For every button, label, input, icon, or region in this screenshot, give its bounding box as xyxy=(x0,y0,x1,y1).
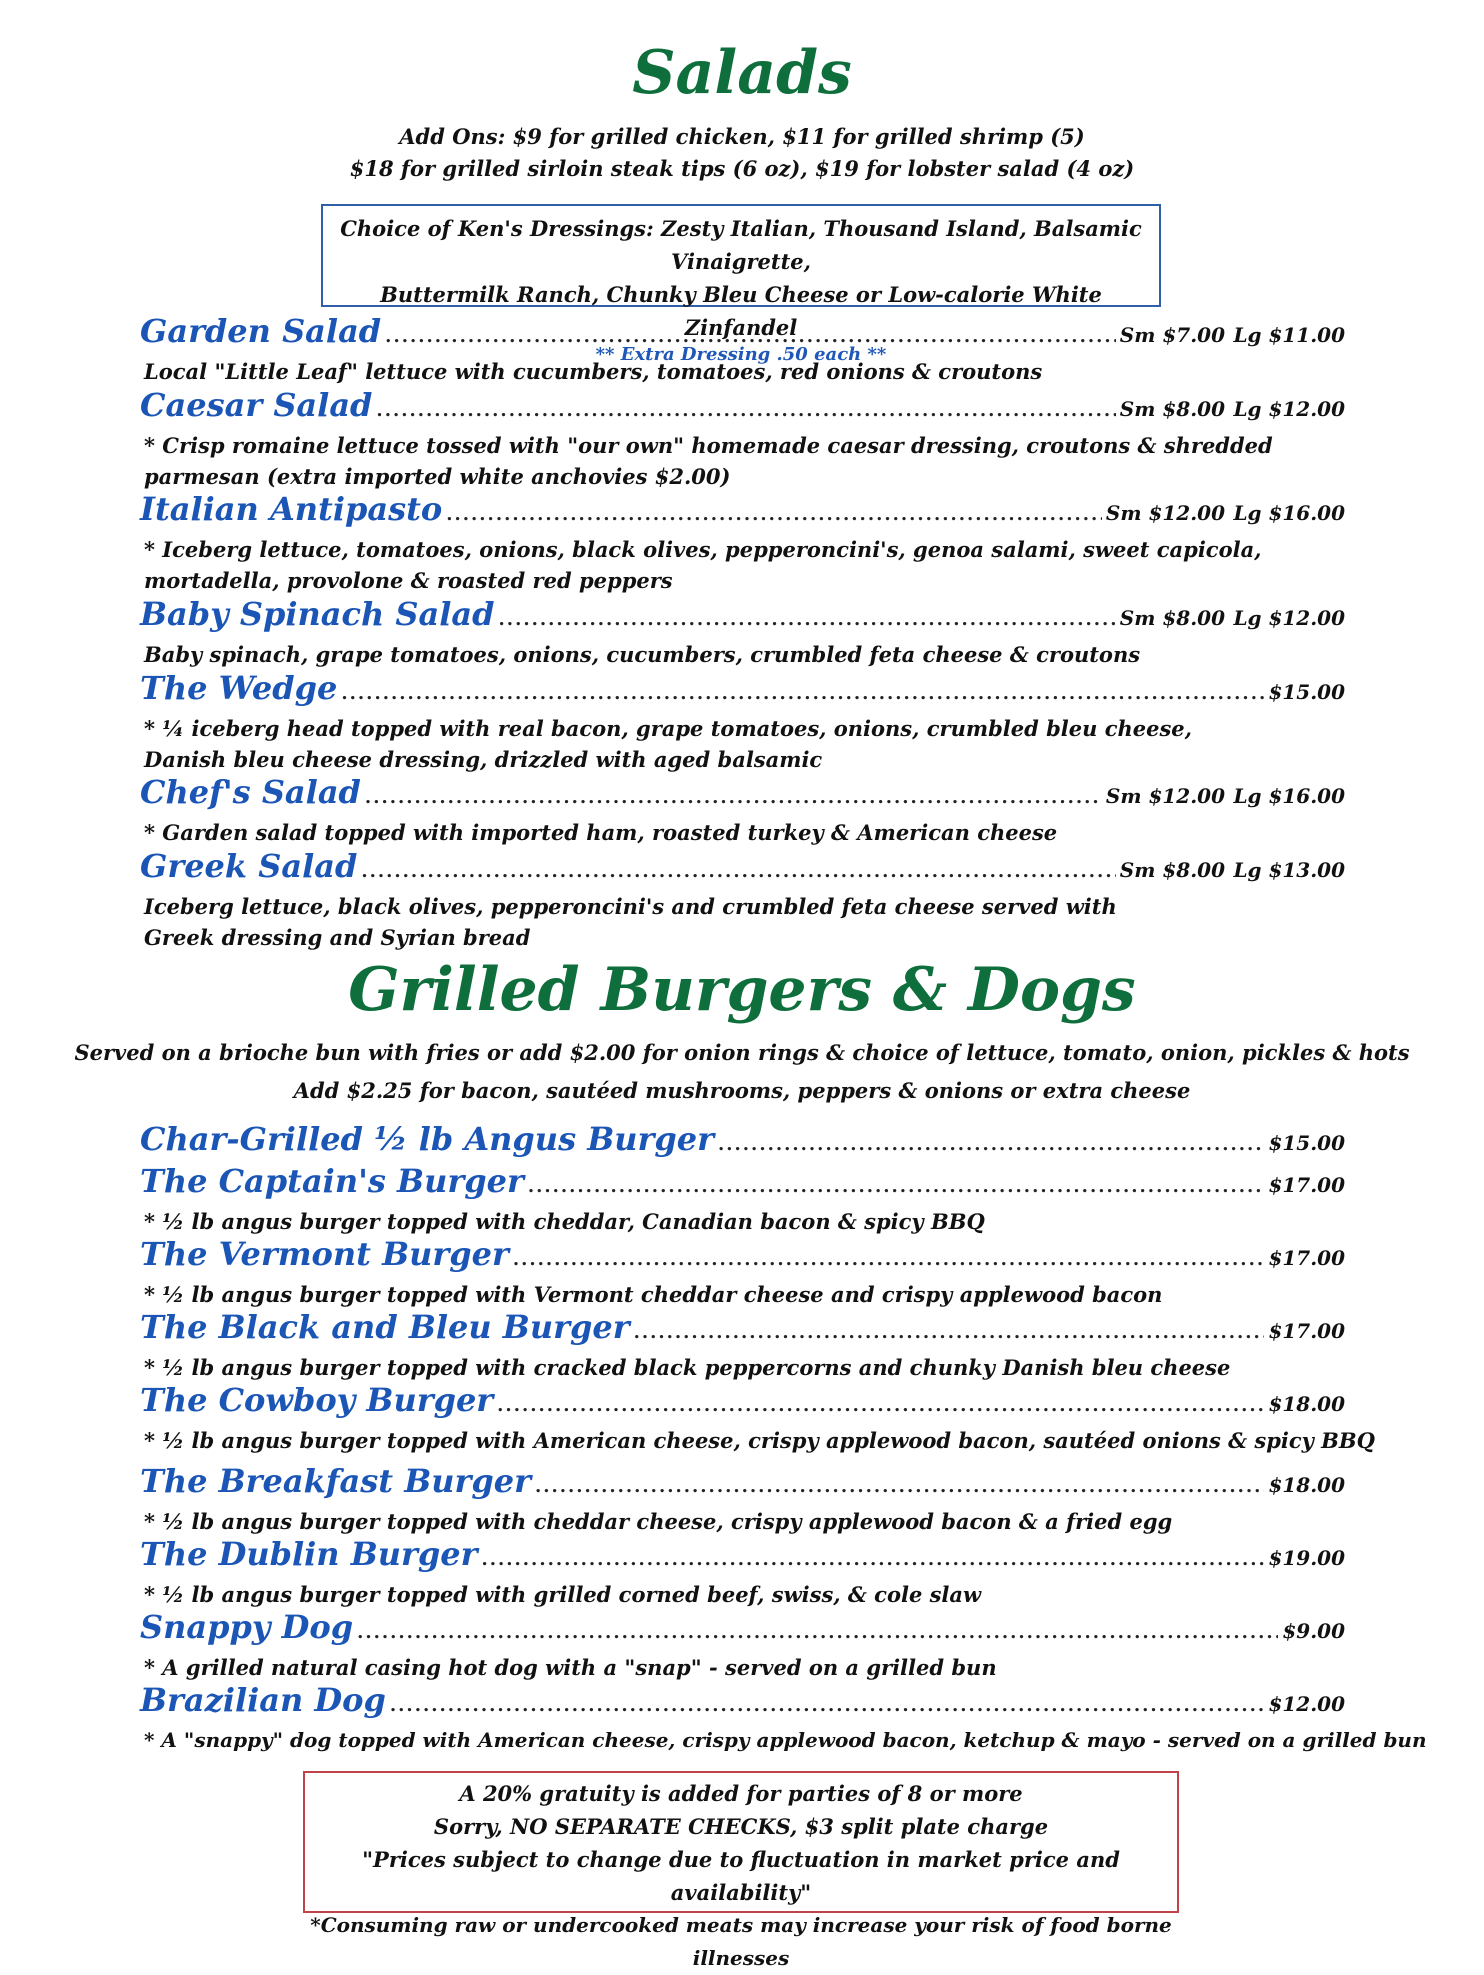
menu-item-baby-spinach-salad xyxy=(140,595,1345,670)
menu-item-breakfast-burger xyxy=(140,1462,1345,1537)
item-name: Chef's Salad xyxy=(140,773,361,811)
dot-leader xyxy=(499,609,1116,630)
menu-item-garden-salad xyxy=(140,312,1345,387)
price-change-notice: "Prices subject to change due to fluctuation in market price and availability" xyxy=(362,1847,1120,1905)
menu-item-captains-burger xyxy=(140,1162,1345,1237)
price: $18.00 xyxy=(1268,1392,1345,1416)
menu-item-vermont-burger xyxy=(140,1235,1345,1310)
menu-item-italian-antipasto xyxy=(140,490,1345,596)
item-name: The Cowboy Burger xyxy=(140,1381,494,1419)
dot-leader xyxy=(535,1476,1265,1497)
dot-leader xyxy=(390,1695,1265,1716)
item-description-cont: mortadella, provolone & roasted red peppers xyxy=(144,568,673,593)
menu-item-caesar-salad xyxy=(140,386,1345,492)
dot-leader xyxy=(528,1176,1265,1197)
item-description-cont: Greek dressing and Syrian bread xyxy=(144,925,531,950)
dot-leader xyxy=(361,861,1115,882)
menu-item-the-wedge xyxy=(140,669,1345,775)
separate-checks-notice: Sorry, NO SEPARATE CHECKS, $3 split plate charge xyxy=(433,1814,1049,1839)
price-large: Lg $13.00 xyxy=(1233,858,1345,882)
item-description: * Garden salad topped with imported ham, roasted turkey & American cheese xyxy=(144,820,1058,845)
extra-dressing-note: ** Extra Dressing .50 each ** xyxy=(595,344,887,365)
item-name: Caesar Salad xyxy=(140,386,373,424)
menu-item-dublin-burger xyxy=(140,1535,1345,1610)
dressings-line-2: Buttermilk Ranch, Chunky Bleu Cheese or Low-calorie White Zinfandel xyxy=(380,282,1102,340)
salads-addons-line-2: $18 for grilled sirloin steak tips (6 oz), $19 for lobster salad (4 oz) xyxy=(349,156,1135,181)
dot-leader xyxy=(446,504,1102,525)
dressings-line-1: Choice of Ken's Dressings: Zesty Italian, Thousand Island, Balsamic Vinaigrette, xyxy=(340,216,1142,274)
item-description-cont: Danish bleu cheese dressing, drizzled with aged balsamic xyxy=(144,747,823,772)
item-description: * ½ lb angus burger topped with grilled corned beef, swiss, & cole slaw xyxy=(144,1582,982,1607)
item-description: * ¼ iceberg head topped with real bacon, grape tomatoes, onions, crumbled bleu cheese, xyxy=(144,716,1192,741)
price: $15.00 xyxy=(1268,680,1345,704)
item-description: * Crisp romaine lettuce tossed with "our own" homemade caesar dressing, croutons & shredded xyxy=(144,433,1273,458)
item-name: The Vermont Burger xyxy=(140,1235,509,1273)
burgers-heading: Grilled Burgers & Dogs xyxy=(348,955,1136,1025)
dot-leader xyxy=(365,787,1102,808)
item-description: * Iceberg lettuce, tomatoes, onions, black olives, pepperoncini's, genoa salami, sweet capicola, xyxy=(144,537,1262,562)
item-name: Char-Grilled ½ lb Angus Burger xyxy=(140,1120,714,1158)
price-small: Sm $12.00 xyxy=(1105,784,1225,808)
item-name: The Dublin Burger xyxy=(140,1535,478,1573)
dot-leader xyxy=(385,326,1116,347)
menu-item-brazilian-dog xyxy=(140,1681,1427,1756)
menu-item-chefs-salad xyxy=(140,773,1345,848)
price: $18.00 xyxy=(1268,1473,1345,1497)
item-description: Baby spinach, grape tomatoes, onions, cucumbers, crumbled feta cheese & croutons xyxy=(144,642,1141,667)
item-description: * A grilled natural casing hot dog with a "snap" - served on a grilled bun xyxy=(144,1655,997,1680)
item-name: Baby Spinach Salad xyxy=(140,595,495,633)
dressing-choices-box xyxy=(321,204,1161,365)
price-large: Lg $12.00 xyxy=(1233,397,1345,421)
price-small: Sm $8.00 xyxy=(1119,397,1225,421)
item-description: * ½ lb angus burger topped with cheddar, Canadian bacon & spicy BBQ xyxy=(144,1209,985,1234)
price: $15.00 xyxy=(1268,1131,1345,1155)
menu-item-greek-salad xyxy=(140,847,1345,953)
price: $12.00 xyxy=(1268,1692,1345,1716)
item-name: The Black and Bleu Burger xyxy=(140,1308,630,1346)
dot-leader xyxy=(357,1622,1278,1643)
menu-item-cowboy-burger xyxy=(140,1381,1375,1456)
item-name: Snappy Dog xyxy=(140,1608,354,1646)
item-description: * ½ lb angus burger topped with Vermont cheddar cheese and crispy applewood bacon xyxy=(144,1282,1163,1307)
salads-heading: Salads xyxy=(632,38,852,108)
item-description: * A "snappy" dog topped with American cheese, crispy applewood bacon, ketchup & mayo - served on a grilled bun xyxy=(144,1728,1427,1752)
price-large: Lg $11.00 xyxy=(1233,323,1345,347)
item-name: The Breakfast Burger xyxy=(140,1462,531,1500)
price-large: Lg $16.00 xyxy=(1233,501,1345,525)
menu-item-char-grilled-burger xyxy=(140,1120,1345,1164)
price-large: Lg $16.00 xyxy=(1233,784,1345,808)
dot-leader xyxy=(376,400,1115,421)
price: $17.00 xyxy=(1268,1173,1345,1197)
item-description: * ½ lb angus burger topped with American cheese, crispy applewood bacon, sautéed onions & spicy BBQ xyxy=(144,1428,1375,1453)
item-name: Greek Salad xyxy=(140,847,358,885)
policy-notice-box xyxy=(303,1771,1179,1970)
price-small: Sm $12.00 xyxy=(1105,501,1225,525)
price: $9.00 xyxy=(1282,1619,1345,1643)
burgers-served-line-2: Add $2.25 for bacon, sautéed mushrooms, peppers & onions or extra cheese xyxy=(293,1078,1191,1103)
dot-leader xyxy=(497,1395,1264,1416)
price-small: Sm $8.00 xyxy=(1119,858,1225,882)
item-name: Brazilian Dog xyxy=(140,1681,386,1719)
salads-addons-line-1: Add Ons: $9 for grilled chicken, $11 for grilled shrimp (5) xyxy=(399,124,1085,149)
price: $19.00 xyxy=(1268,1546,1345,1570)
dot-leader xyxy=(513,1249,1265,1270)
item-name: Italian Antipasto xyxy=(140,490,443,528)
dot-leader xyxy=(481,1549,1264,1570)
price-small: Sm $7.00 xyxy=(1119,323,1225,347)
item-name: The Captain's Burger xyxy=(140,1162,524,1200)
item-description: * ½ lb angus burger topped with cheddar cheese, crispy applewood bacon & a fried egg xyxy=(144,1509,1173,1534)
price: $17.00 xyxy=(1268,1246,1345,1270)
item-description: Iceberg lettuce, black olives, pepperoncini's and crumbled feta cheese served with xyxy=(144,894,1117,919)
price-large: Lg $12.00 xyxy=(1233,606,1345,630)
item-name: Garden Salad xyxy=(140,312,382,350)
dot-leader xyxy=(341,683,1264,704)
price-small: Sm $8.00 xyxy=(1119,606,1225,630)
dot-leader xyxy=(634,1322,1265,1343)
menu-item-black-and-bleu-burger xyxy=(140,1308,1345,1383)
price: $17.00 xyxy=(1268,1319,1345,1343)
item-description: Local "Little Leaf" lettuce with cucumbers, tomatoes, red onions & croutons xyxy=(144,359,1043,384)
menu-item-snappy-dog xyxy=(140,1608,1345,1683)
item-description-cont: parmesan (extra imported white anchovies $2.00) xyxy=(144,464,731,489)
item-description: * ½ lb angus burger topped with cracked black peppercorns and chunky Danish bleu cheese xyxy=(144,1355,1231,1380)
burgers-served-line-1: Served on a brioche bun with fries or add $2.00 for onion rings & choice of lettuce, tomato, onion, pickles & hots xyxy=(74,1040,1410,1065)
food-safety-notice: *Consuming raw or undercooked meats may increase your risk of food borne illnesses xyxy=(310,1913,1172,1970)
item-name: The Wedge xyxy=(140,669,338,707)
gratuity-notice: A 20% gratuity is added for parties of 8 or more xyxy=(459,1781,1023,1806)
dot-leader xyxy=(718,1134,1264,1155)
